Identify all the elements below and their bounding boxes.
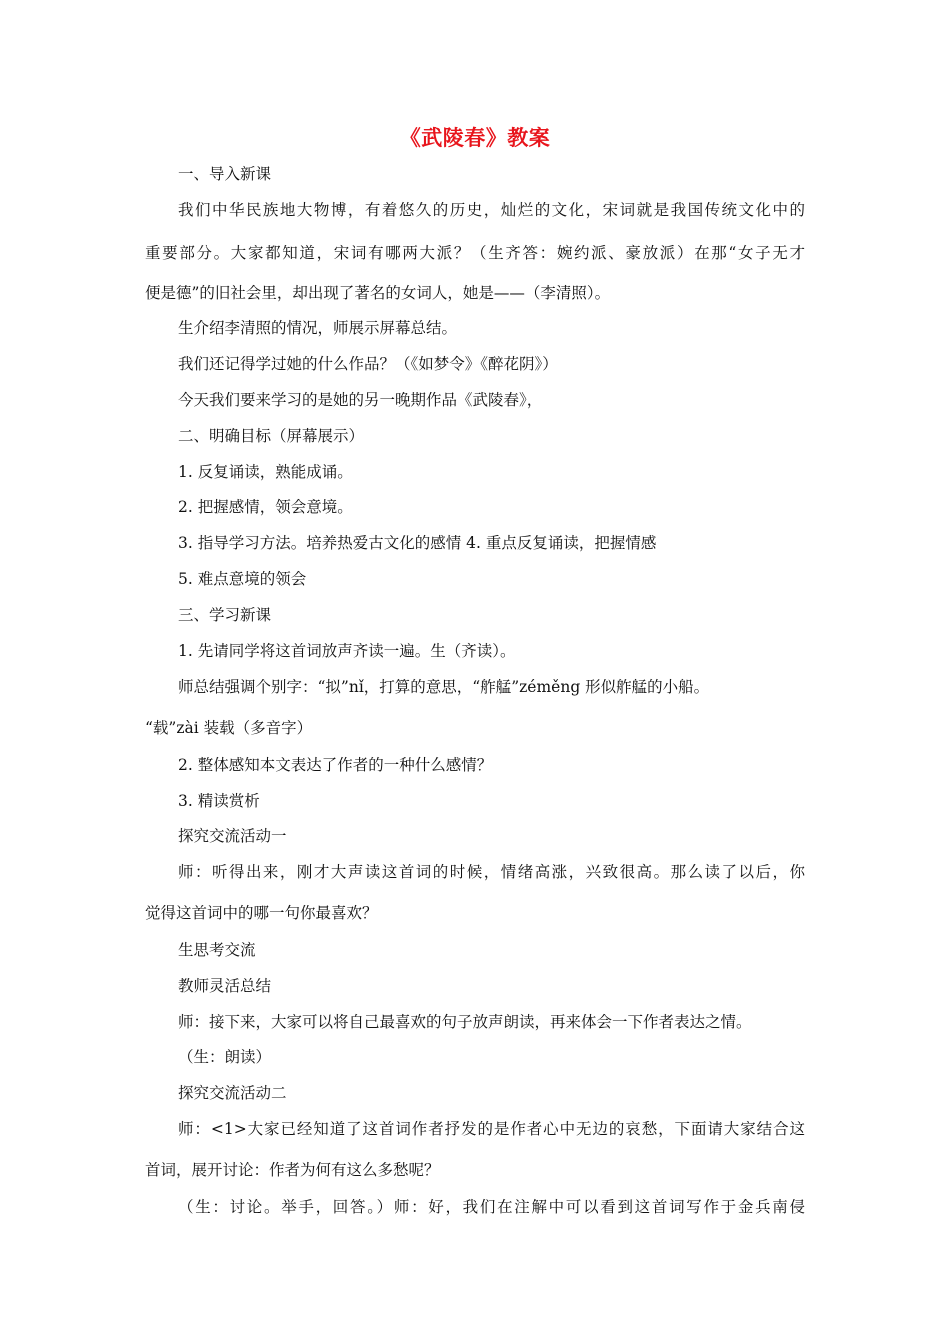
document-title: 《武陵春》教案: [399, 126, 551, 150]
list-item: 5. 难点意境的领会: [178, 570, 307, 588]
paragraph-line: 便是德”的旧社会里，却出现了著名的女词人，她是——（李清照）。: [145, 284, 611, 302]
subsection-heading: 探究交流活动二: [178, 1084, 287, 1102]
paragraph-line: 我们中华民族地大物博，有着悠久的历史，灿烂的文化，宋词就是我国传统文化中的: [178, 201, 805, 219]
section-heading: 一、导入新课: [178, 165, 272, 183]
paragraph-line: （生：朗读）: [178, 1048, 272, 1066]
paragraph-line: 首词，展开讨论：作者为何有这么多愁呢？: [145, 1161, 440, 1179]
paragraph-line: 师：<1>大家已经知道了这首词作者抒发的是作者心中无边的哀愁，下面请大家结合这: [178, 1120, 805, 1138]
paragraph-line: 我们还记得学过她的什么作品？（《如梦令》《醉花阴》）: [178, 355, 558, 373]
paragraph-line: 重要部分。大家都知道，宋词有哪两大派？（生齐答：婉约派、豪放派）在那“女子无才: [145, 244, 805, 262]
list-item: 3. 精读赏析: [178, 792, 260, 810]
paragraph-line: 今天我们要来学习的是她的另一晚期作品《武陵春》，: [178, 391, 543, 409]
paragraph-line: 师总结强调个别字：“拟”nǐ，打算的意思，“舴艋”zéměng 形似舴艋的小船。: [178, 678, 710, 696]
paragraph-line: 师：听得出来，刚才大声读这首词的时候，情绪高涨，兴致很高。那么读了以后，你: [178, 863, 805, 881]
list-item: 1. 反复诵读，熟能成诵。: [178, 463, 353, 481]
list-item: 3. 指导学习方法。培养热爱古文化的感情 4. 重点反复诵读，把握情感: [178, 534, 657, 552]
subsection-heading: 探究交流活动一: [178, 827, 287, 845]
paragraph-line: 教师灵活总结: [178, 977, 272, 995]
paragraph-line: 师：接下来，大家可以将自己最喜欢的句子放声朗读，再来体会一下作者表达之情。: [178, 1013, 752, 1031]
section-heading: 二、明确目标（屏幕展示）: [178, 427, 365, 445]
paragraph-line: （生：讨论。举手，回答。）师：好，我们在注解中可以看到这首词写作于金兵南侵: [178, 1198, 805, 1216]
section-heading: 三、学习新课: [178, 606, 272, 624]
list-item: 2. 整体感知本文表达了作者的一种什么感情？: [178, 756, 493, 774]
paragraph-line: 生介绍李清照的情况，师展示屏幕总结。: [178, 319, 458, 337]
paragraph-line: “载”zài 装载（多音字）: [145, 719, 313, 737]
paragraph-line: 觉得这首词中的哪一句你最喜欢？: [145, 904, 378, 922]
list-item: 1. 先请同学将这首词放声齐读一遍。生（齐读）。: [178, 642, 516, 660]
list-item: 2. 把握感情，领会意境。: [178, 498, 353, 516]
paragraph-line: 生思考交流: [178, 941, 256, 959]
